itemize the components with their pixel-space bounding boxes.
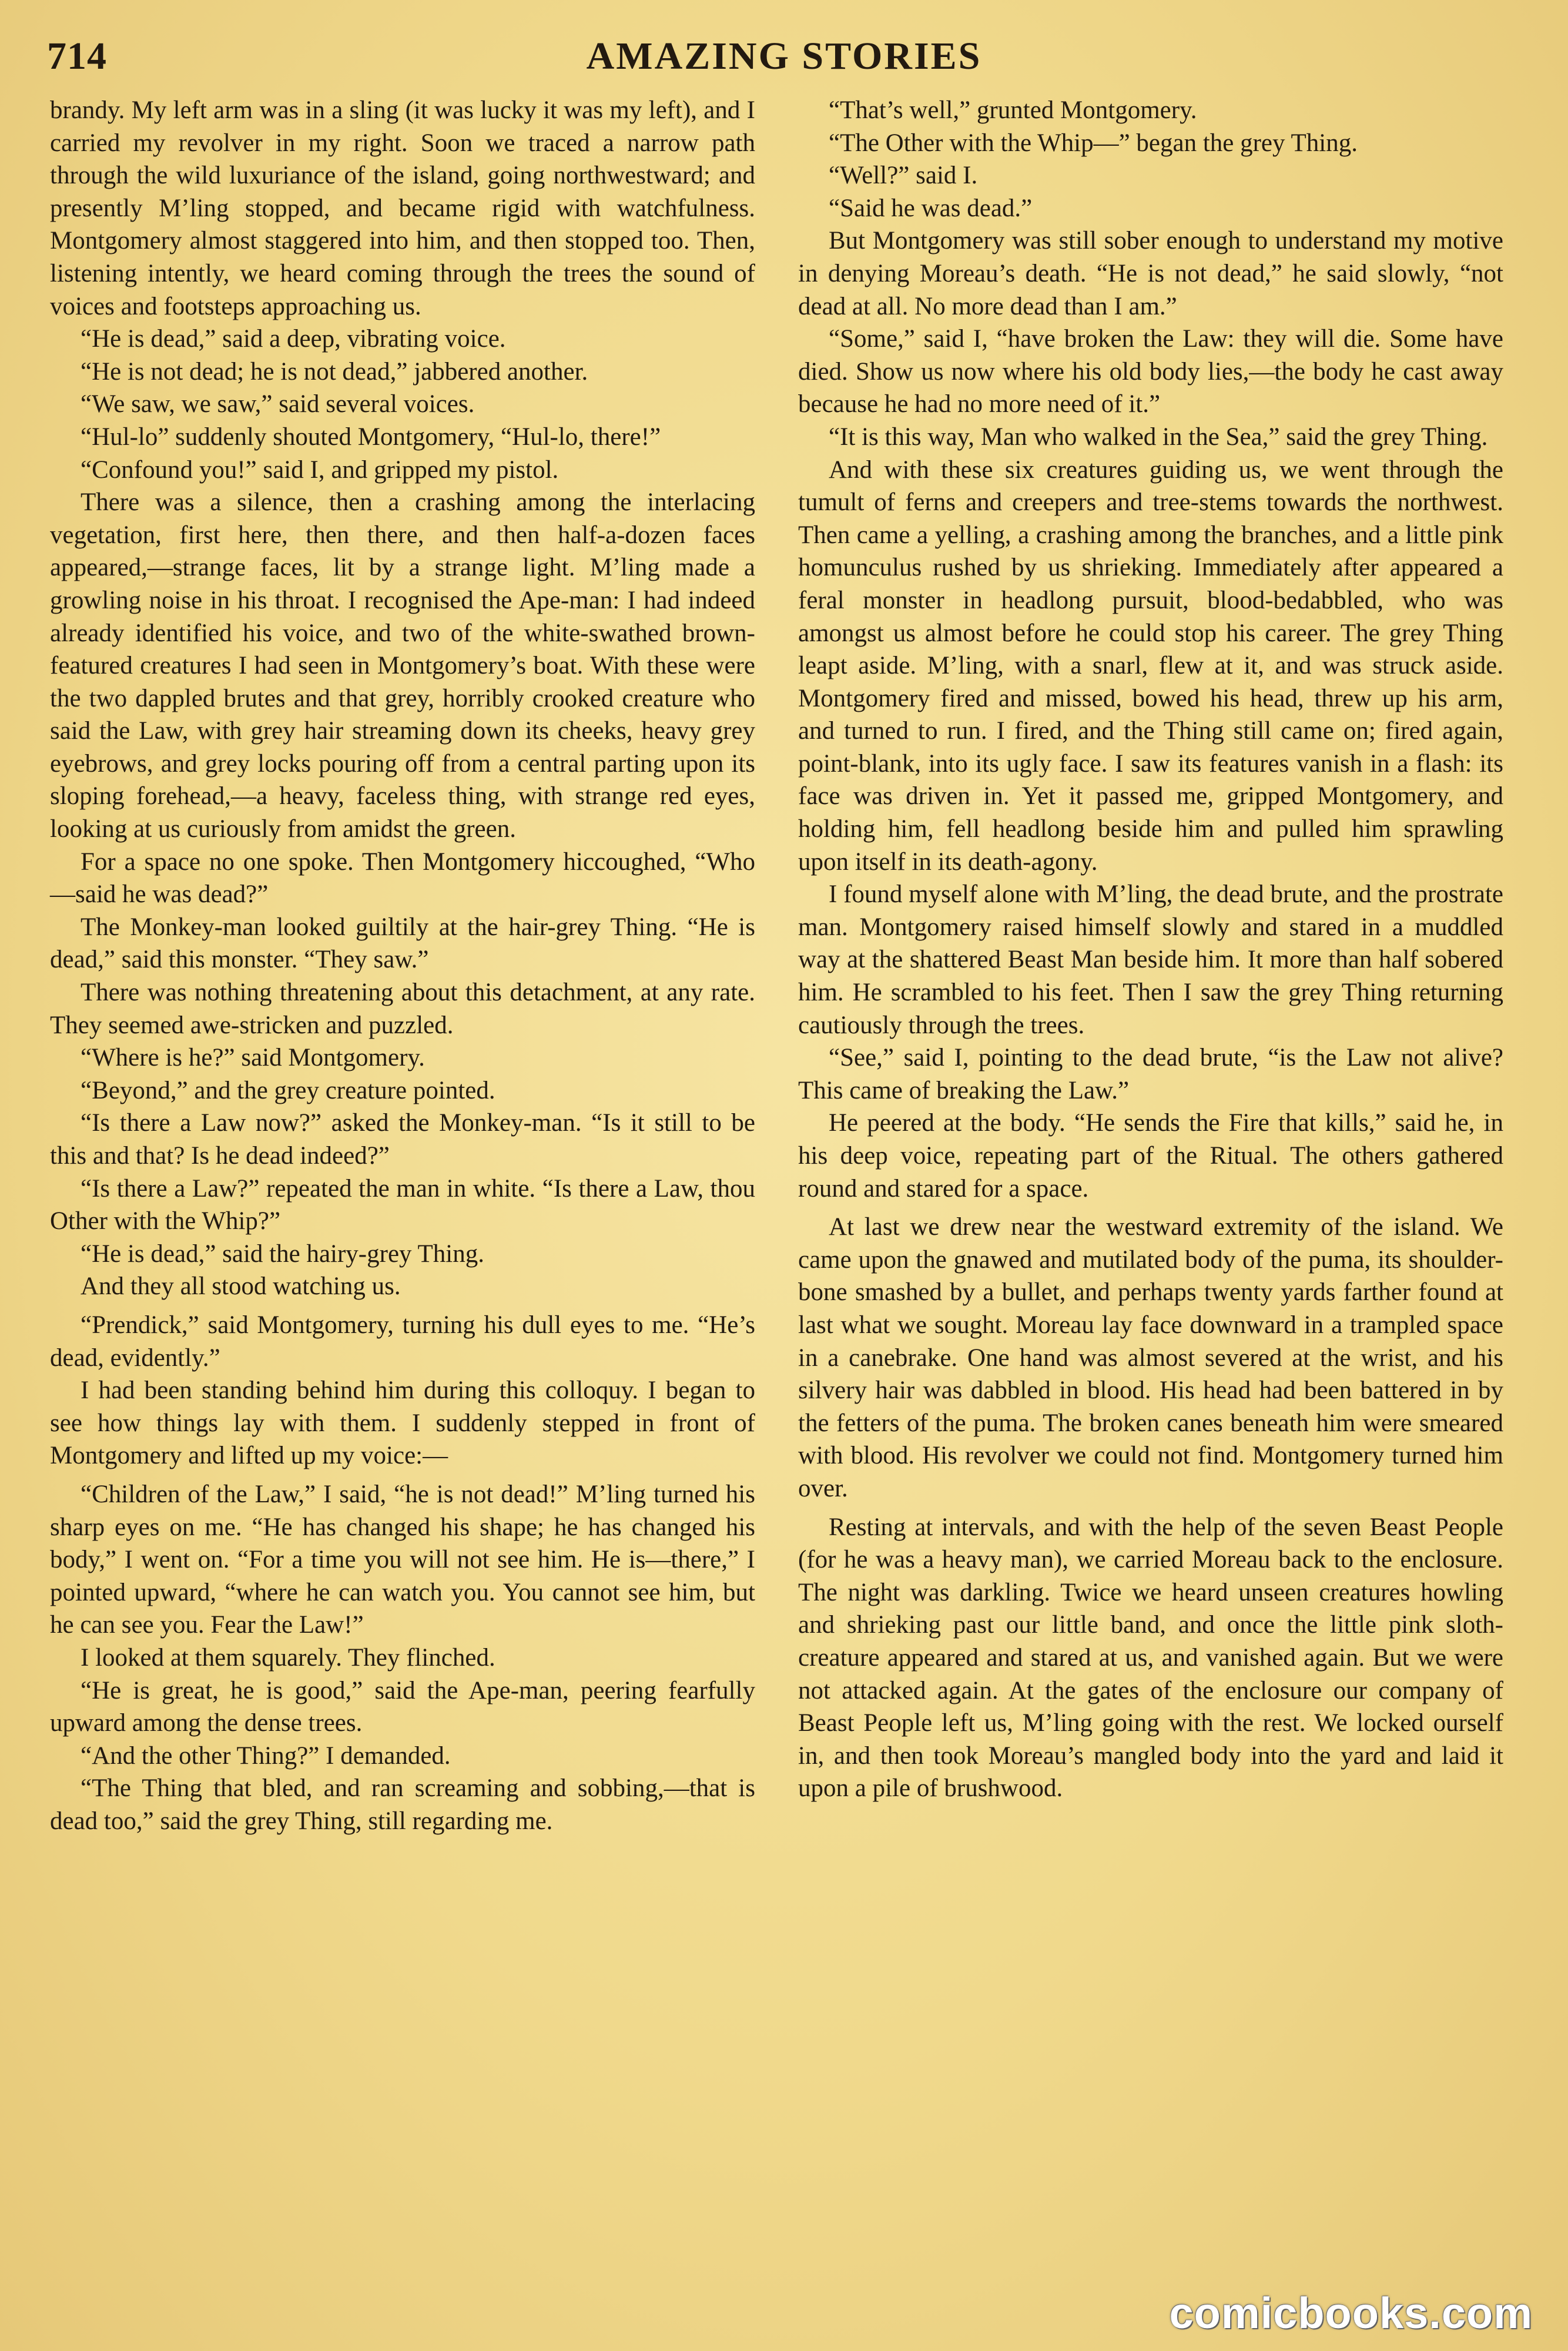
paragraph: For a space no one spoke. Then Montgomery hiccoughed, “Who—said he was dead?”: [50, 848, 755, 909]
paragraph: “Beyond,” and the grey creature pointed.: [81, 1076, 495, 1104]
paragraph: “That’s well,” grunted Montgomery.: [829, 96, 1197, 124]
running-title: AMAZING STORIES: [586, 35, 982, 78]
paragraph: “He is dead,” said the hairy-grey Thing.: [81, 1240, 484, 1268]
paragraph: “It is this way, Man who walked in the Sea,” said the grey Thing.: [829, 423, 1488, 451]
paragraph: “And the other Thing?” I demanded.: [81, 1742, 451, 1770]
paragraph: “Is there a Law now?” asked the Monkey-man. “Is it still to be this and that? Is he dead indeed?”: [50, 1109, 755, 1170]
paragraph: “Where is he?” said Montgomery.: [81, 1044, 425, 1072]
page-header: [41, 24, 1527, 94]
paragraph: There was nothing threatening about this detachment, at any rate. They seemed awe-stricken and puzzled.: [50, 979, 755, 1039]
paragraph: The Monkey-man looked guiltily at the hair-grey Thing. “He is dead,” said this monster. “They saw.”: [50, 913, 755, 974]
paragraph: And they all stood watching us.: [81, 1272, 401, 1301]
paragraph: “The Thing that bled, and ran screaming and sobbing,—that is dead too,” said the grey Thing, still regarding me.: [50, 1774, 755, 1835]
paragraph: “Hul-lo” suddenly shouted Montgomery, “Hul-lo, there!”: [81, 423, 661, 451]
paragraph: “Children of the Law,” I said, “he is not dead!” M’ling turned his sharp eyes on me. “He has changed his shape; he has changed his body,” I went on. “For a time you will not see him. He is—there,” I pointed upward, “where he can watch you. You cannot see him, but he can see you. Fear the Law!”: [50, 1480, 755, 1639]
paragraph: I looked at them squarely. They flinched.: [81, 1643, 495, 1672]
page-number: 714: [47, 35, 107, 78]
left-column: [50, 94, 755, 1837]
paragraph: “He is not dead; he is not dead,” jabbered another.: [81, 357, 588, 386]
paragraph: I found myself alone with M’ling, the dead brute, and the prostrate man. Montgomery raised himself slowly and stared in a muddled way at the shattered Beast Man beside him. It more than half sobered him. He scrambled to his feet. Then I saw the grey Thing returning cautiously through the trees.: [798, 880, 1503, 1039]
paragraph: “See,” said I, pointing to the dead brute, “is the Law not alive? This came of breaking the Law.”: [798, 1044, 1503, 1104]
paragraph: “Some,” said I, “have broken the Law: they will die. Some have died. Show us now where his old body lies,—the body he cast away because he had no more need of it.”: [798, 325, 1503, 418]
paragraph: “We saw, we saw,” said several voices.: [81, 390, 475, 418]
paragraph: “The Other with the Whip—” began the grey Thing.: [829, 129, 1358, 157]
paragraph: He peered at the body. “He sends the Fire that kills,” said he, in his deep voice, repeating part of the Ritual. The others gathered round and stared for a space.: [798, 1109, 1503, 1203]
paragraph: Resting at intervals, and with the help of the seven Beast People (for he was a heavy man), we carried Moreau back to the enclosure. The night was darkling. Twice we heard unseen creatures howling and shrieking past our little band, and once the little pink sloth-creature appeared and stared at us, and vanished again. But we were not attacked again. At the gates of the enclosure our company of Beast People left us, M’ling going with the rest. We locked ourself in, and then took Moreau’s mangled body into the yard and laid it upon a pile of brushwood.: [798, 1513, 1503, 1803]
paragraph: I had been standing behind him during this colloquy. I began to see how things lay with them. I suddenly stepped in front of Montgomery and lifted up my voice:—: [50, 1377, 755, 1470]
paragraph: “He is dead,” said a deep, vibrating voice.: [81, 325, 506, 353]
paragraph: “Said he was dead.”: [829, 194, 1033, 222]
site-watermark: comicbooks.com: [1169, 2289, 1533, 2337]
paragraph: At last we drew near the westward extremity of the island. We came upon the gnawed and mutilated body of the puma, its shoulder-bone smashed by a bullet, and perhaps twenty yards farther found at last what we sought. Moreau lay face downward in a trampled space in a canebrake. One hand was almost severed at the wrist, and his silvery hair was dabbled in blood. His head had been battered in by the fetters of the puma. The broken canes beneath him were smeared with blood. His revolver we could not find. Montgomery turned him over.: [798, 1213, 1503, 1502]
paragraph: “Prendick,” said Montgomery, turning his dull eyes to me. “He’s dead, evidently.”: [50, 1311, 755, 1372]
paragraph: “Is there a Law?” repeated the man in white. “Is there a Law, thou Other with the Whip?”: [50, 1174, 755, 1235]
paragraph: And with these six creatures guiding us, we went through the tumult of ferns and creepers and tree-stems towards the northwest. Then came a yelling, a crashing among the branches, and a little pink homunculus rushed by us shrieking. Immediately after appeared a feral monster in headlong pursuit, blood-bedabbled, who was amongst us almost before he could stop his career. The grey Thing leapt aside. M’ling, with a snarl, flew at it, and was struck aside. Montgomery fired and missed, bowed his head, threw up his arm, and turned to run. I fired, and the Thing still came on; fired again, point-blank, into its ugly face. I saw its features vanish in a flash: its face was driven in. Yet it passed me, gripped Montgomery, and holding him, fell headlong beside him and pulled him sprawling upon itself in its death-agony.: [798, 456, 1503, 876]
paragraph: But Montgomery was still sober enough to understand my motive in denying Moreau’s death. “He is not dead,” he said slowly, “not dead at all. No more dead than I am.”: [798, 227, 1503, 320]
paragraph: “He is great, he is good,” said the Ape-man, peering fearfully upward among the dense trees.: [50, 1676, 755, 1737]
paragraph: “Well?” said I.: [829, 162, 978, 190]
right-column: [798, 94, 1503, 1805]
paragraph: There was a silence, then a crashing among the interlacing vegetation, first here, then there, and then half-a-dozen faces appeared,—strange faces, lit by a strange light. M’ling made a growling noise in his throat. I recognised the Ape-man: I had indeed already identified his voice, and two of the white-swathed brown-featured creatures I had seen in Montgomery’s boat. With these were the two dappled brutes and that grey, horribly crooked creature who said the Law, with grey hair streaming down its cheeks, heavy grey eyebrows, and grey locks pouring off from a central parting upon its sloping forehead,—a heavy, faceless thing, with strange red eyes, looking at us curiously from amidst the green.: [50, 488, 755, 843]
paragraph: “Confound you!” said I, and gripped my pistol.: [81, 456, 559, 484]
paragraph: brandy. My left arm was in a sling (it was lucky it was my left), and I carried my revolver in my right. Soon we traced a narrow path through the wild luxuriance of the island, going northwestward; and presently M’ling stopped, and became rigid with watchfulness. Montgomery almost staggered into him, and then stopped too. Then, listening intently, we heard coming through the trees the sound of voices and footsteps approaching us.: [50, 96, 755, 320]
